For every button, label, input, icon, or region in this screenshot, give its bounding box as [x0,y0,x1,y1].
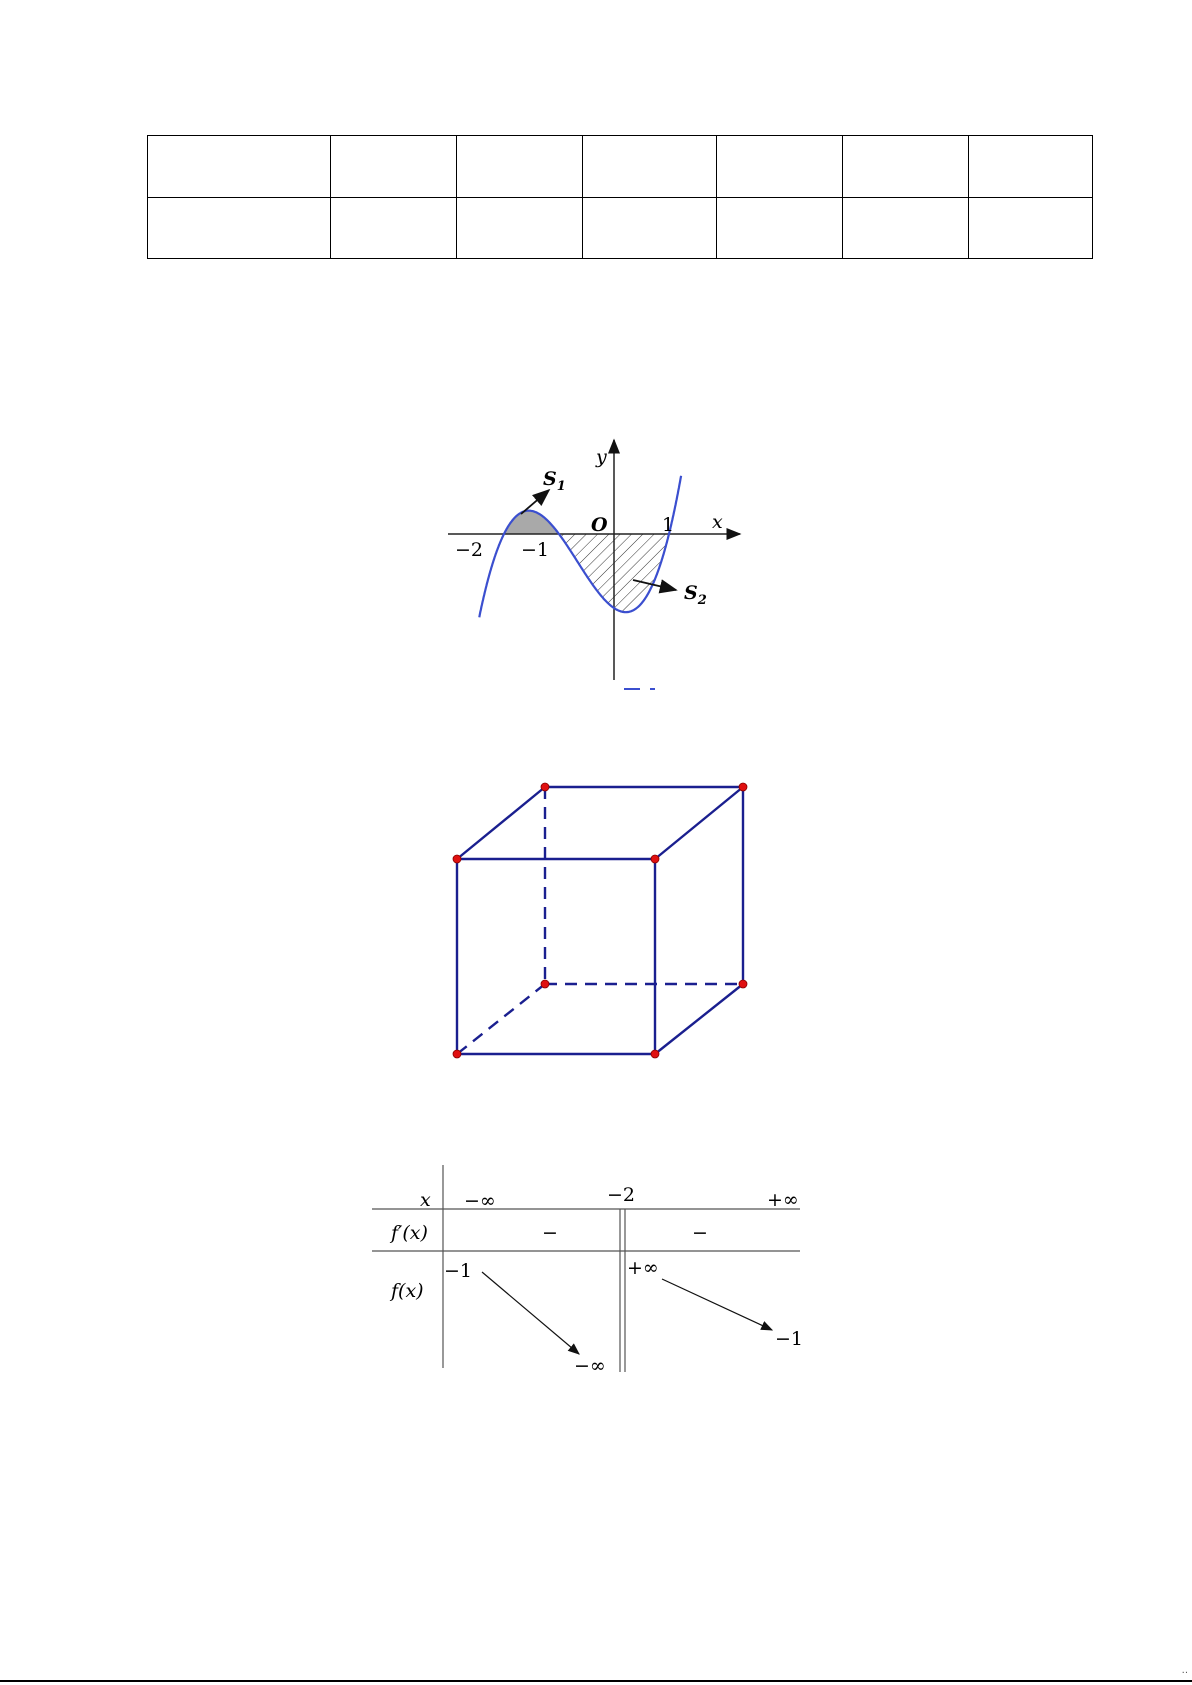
origin-label: O [591,514,608,536]
y-axis-label: y [596,446,607,468]
x-axis-label: x [712,511,723,533]
s1-label: $S_1$ [543,468,566,494]
tick-label-neg1: −1 [521,539,550,561]
s2-label: $S_2$ [684,582,707,608]
f-value-left-start: −1 [444,1260,473,1282]
f-value-right-end: −1 [775,1328,804,1350]
row-label-x: x [420,1189,431,1211]
tick-label-1: 1 [662,514,675,536]
f-value-right-start: +∞ [627,1257,659,1279]
x-value-neg2: −2 [607,1184,636,1206]
row-label-f: f(x) [391,1280,424,1302]
decreasing-arrow-right [662,1279,772,1330]
f-value-left-end: −∞ [574,1355,606,1377]
x-value-pos-inf: +∞ [767,1189,799,1211]
tick-label-neg2: −2 [455,539,484,561]
x-value-neg-inf: −∞ [464,1190,496,1212]
footer-rule [0,1680,1192,1682]
decreasing-arrow-left [482,1272,579,1354]
fprime-sign-left: − [542,1222,558,1244]
corner-mark: ·· [1181,1668,1188,1679]
fprime-sign-right: − [692,1222,708,1244]
row-label-fprime: f′(x) [391,1222,428,1244]
